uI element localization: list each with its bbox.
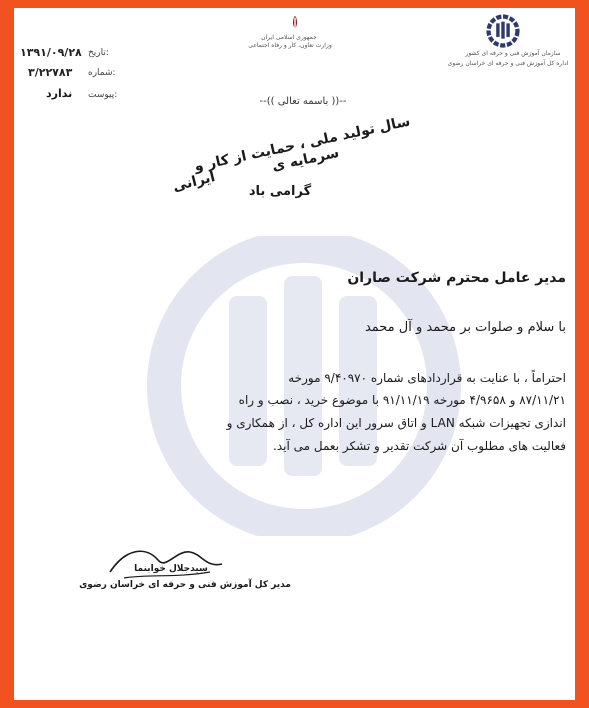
- recipient: مدیر عامل محترم شرکت صاران: [347, 270, 566, 286]
- attachment-label: :پیوست: [88, 90, 118, 100]
- invocation: --(( باسمه تعالی ))--: [259, 96, 347, 107]
- body-line-1: احتراماً ، با عنایت به قراردادهای شماره ۹/۴۰۹۷۰ مورخه: [288, 371, 566, 385]
- org-line-2: اداره کل آموزش فنی و حرفه ای خراسان رضوی: [447, 60, 569, 67]
- body-line-2: ۸۷/۱۱/۲۱ و ۴/۹۶۵۸ مورخه ۹۱/۱۱/۱۹ با موضوع خرید ، نصب و راه: [238, 393, 566, 407]
- letter-page: [14, 8, 575, 700]
- attachment-value: ندارد: [46, 87, 73, 100]
- date-value: ۱۳۹۱/۰۹/۲۸: [20, 46, 82, 59]
- slogan-line-1: سال تولید ملی ، حمایت از کار و سرمایه ی: [193, 113, 412, 175]
- org-line-1: سازمان آموزش فنی و حرفه ای کشور: [465, 50, 561, 57]
- slogan-line-2: ایرانی: [171, 169, 217, 195]
- salutation: با سلام و صلوات بر محمد و آل محمد: [364, 320, 566, 335]
- ministry-line-2: وزارت تعاون، کار و رفاه اجتماعی: [248, 42, 332, 49]
- number-label: :شماره: [88, 68, 116, 78]
- number-value: ۳/۲۲۷۸۳: [28, 66, 73, 79]
- signer-title: مدیر کل آموزش فنی و حرفه ای خراسان رضوی: [79, 580, 291, 590]
- body-line-4: فعالیت های مطلوب آن شرکت تقدیر و تشکر بعمل می آید.: [273, 439, 566, 453]
- ministry-line-1: جمهوری اسلامی ایران: [261, 34, 317, 41]
- organization-logo-icon: [486, 14, 520, 48]
- body-line-3: اندازی تجهیزات شبکه LAN و اتاق سرور این اداره کل ، از همکاری و: [226, 416, 566, 430]
- signer-name: سیدجلال خوابنما: [134, 564, 208, 574]
- national-emblem-icon: [286, 14, 304, 32]
- date-label: :تاریخ: [88, 48, 109, 58]
- greeting-stamp: گرامی باد: [248, 184, 312, 199]
